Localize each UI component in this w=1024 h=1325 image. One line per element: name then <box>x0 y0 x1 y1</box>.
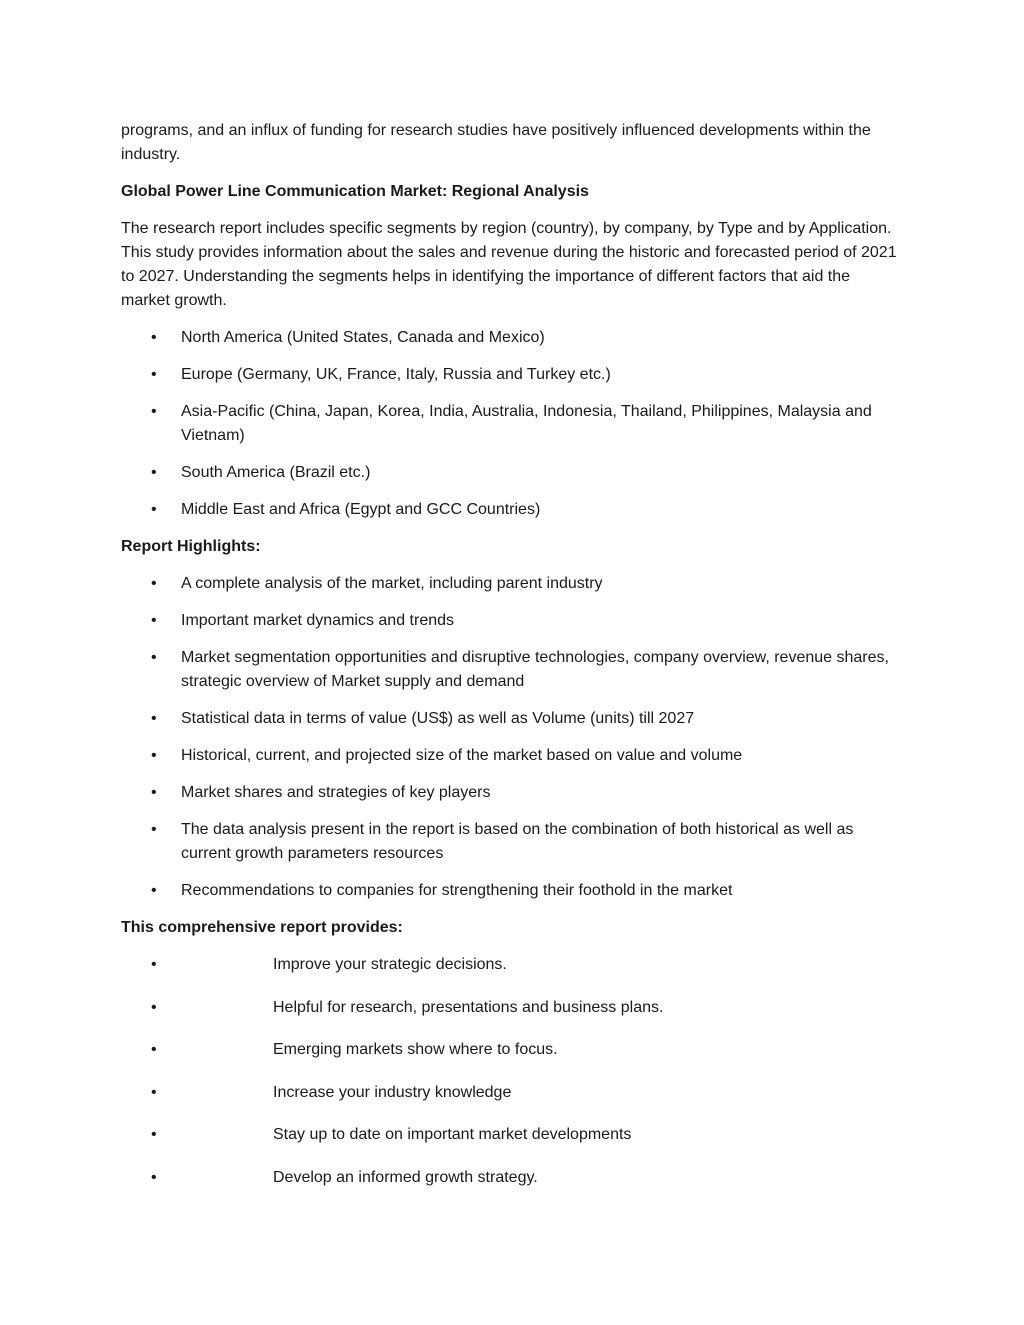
list-item <box>121 609 901 633</box>
list-item-text: Important market dynamics and trends <box>181 612 455 629</box>
document-page <box>121 119 901 1209</box>
list-item <box>121 363 901 387</box>
bullet-icon: • <box>151 1041 157 1059</box>
list-item-text: Improve your strategic decisions. <box>273 956 507 973</box>
list-item-text: Statistical data in terms of value (US$) as well as Volume (units) till 2027 <box>181 710 695 727</box>
list-item <box>121 1081 901 1105</box>
list-item-text: Helpful for research, presentations and business plans. <box>273 998 664 1016</box>
list-item-text: Stay up to date on important market developments <box>273 1126 632 1144</box>
bullet-icon: • <box>151 501 157 518</box>
list-item <box>121 461 901 485</box>
list-item-text: A complete analysis of the market, including parent industry <box>181 575 603 592</box>
list-item-text: Emerging markets show where to focus. <box>273 1041 558 1059</box>
list-item-text: Market segmentation opportunities and disruptive technologies, company overview, revenue shares, strategic overview of Market supply and demand <box>181 649 889 690</box>
list-item <box>121 1123 901 1147</box>
list-item <box>121 996 901 1020</box>
list-item <box>121 781 901 805</box>
bullet-icon: • <box>151 1083 157 1101</box>
list-item-text: Asia-Pacific (China, Japan, Korea, India, Australia, Indonesia, Thailand, Philippines, Malaysia and Vietnam) <box>181 403 872 444</box>
bullet-icon: • <box>151 366 157 383</box>
list-item-text: Increase your industry knowledge <box>273 1083 512 1101</box>
list-item-text: Historical, current, and projected size of the market based on value and volume <box>181 747 743 764</box>
list-item-text: Develop an informed growth strategy. <box>273 1168 538 1186</box>
list-item-text: South America (Brazil etc.) <box>181 464 371 481</box>
bullet-icon: • <box>151 1126 157 1144</box>
list-item <box>121 744 901 768</box>
list-item-text: Recommendations to companies for strengthening their foothold in the market <box>181 882 733 899</box>
bullet-icon: • <box>151 403 157 420</box>
list-item <box>121 326 901 350</box>
list-item-text: Middle East and Africa (Egypt and GCC Countries) <box>181 501 541 518</box>
bullet-icon: • <box>151 329 157 346</box>
bullet-icon: • <box>151 649 157 666</box>
report-highlights-heading: Report Highlights: <box>121 538 261 555</box>
list-item <box>121 1038 901 1062</box>
provides-list <box>121 953 901 1190</box>
list-item <box>121 818 901 866</box>
list-item-text: Market shares and strategies of key players <box>181 784 491 801</box>
list-item-text: North America (United States, Canada and Mexico) <box>181 329 545 346</box>
bullet-icon: • <box>151 464 157 481</box>
bullet-icon: • <box>151 784 157 801</box>
list-item <box>121 707 901 731</box>
list-item <box>121 1166 901 1190</box>
list-item-text: Europe (Germany, UK, France, Italy, Russia and Turkey etc.) <box>181 366 611 383</box>
bullet-icon: • <box>151 710 157 727</box>
list-item-text: The data analysis present in the report is based on the combination of both historical as well as current growth parameters resources <box>181 821 854 862</box>
region-list <box>121 326 901 522</box>
bullet-icon: • <box>151 747 157 764</box>
list-item <box>121 400 901 448</box>
bullet-icon: • <box>151 821 157 838</box>
list-item <box>121 498 901 522</box>
bullet-icon: • <box>151 612 157 629</box>
regional-analysis-paragraph: The research report includes specific segments by region (country), by company, by Type and by Application. This study provides information about the sales and revenue during the historic and forecasted period of 2021 to 2027. Understanding the segments helps in identifying the importance of different factors that aid the market growth. <box>121 220 897 309</box>
list-item <box>121 646 901 694</box>
bullet-icon: • <box>151 882 157 899</box>
bullet-icon: • <box>151 1168 157 1186</box>
intro-tail-paragraph: programs, and an influx of funding for research studies have positively influenced developments within the industry. <box>121 122 871 163</box>
list-item <box>121 572 901 596</box>
bullet-icon: • <box>151 998 157 1016</box>
highlights-list <box>121 572 901 903</box>
list-item <box>121 879 901 903</box>
report-provides-heading: This comprehensive report provides: <box>121 919 403 936</box>
list-item <box>121 953 901 977</box>
regional-analysis-heading: Global Power Line Communication Market: Regional Analysis <box>121 183 589 200</box>
bullet-icon: • <box>151 956 157 973</box>
bullet-icon: • <box>151 575 157 592</box>
